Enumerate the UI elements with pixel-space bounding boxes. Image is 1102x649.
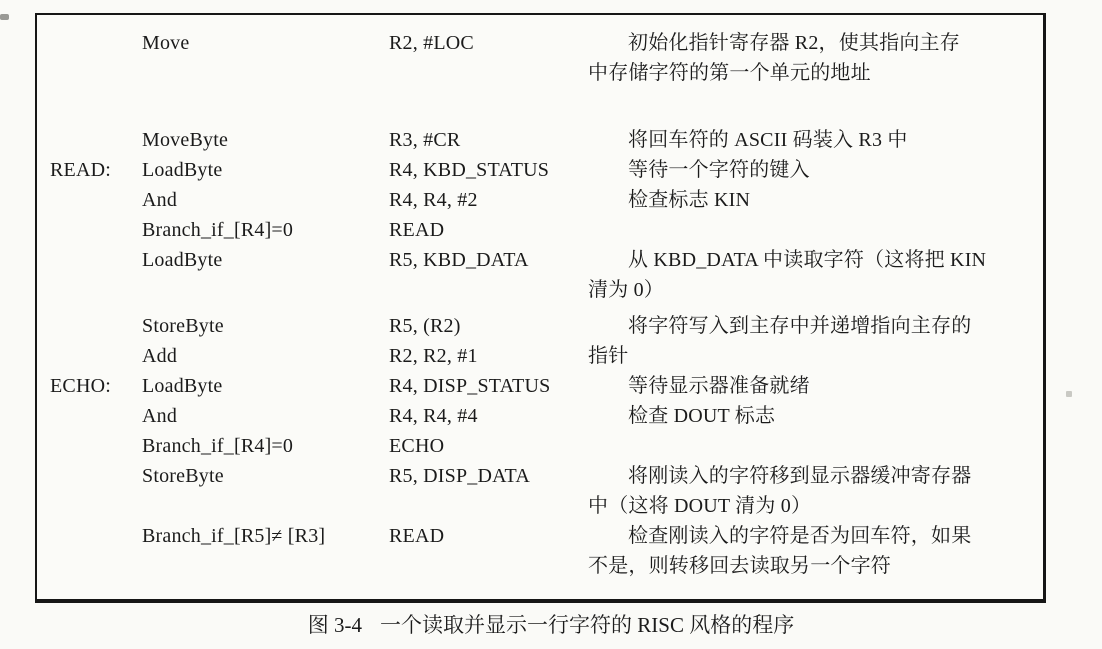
code-comment xyxy=(588,215,1043,245)
code-operand: R2, R2, #1 xyxy=(389,345,478,367)
code-mnemonic: Branch_if_[R5]≠ [R3] xyxy=(142,525,326,547)
code-mnemonic: Branch_if_[R4]=0 xyxy=(142,219,294,241)
figure-caption xyxy=(0,610,1102,640)
code-label: READ: xyxy=(50,159,111,181)
code-row xyxy=(37,215,1043,245)
program-listing-box xyxy=(35,13,1046,603)
code-label xyxy=(50,245,142,275)
code-comment: 中（这将 DOUT 清为 0） xyxy=(588,495,812,517)
code-comment: 等待一个字符的键入 xyxy=(628,159,810,181)
code-row xyxy=(37,275,1043,305)
code-row xyxy=(37,521,1043,551)
code-mnemonic xyxy=(142,491,389,521)
listing-spacer xyxy=(37,88,1043,125)
code-row xyxy=(37,341,1043,371)
code-mnemonic: And xyxy=(142,405,178,427)
code-operand: R2, #LOC xyxy=(389,32,474,54)
code-label xyxy=(50,431,142,461)
code-mnemonic xyxy=(142,58,389,88)
code-mnemonic: StoreByte xyxy=(142,315,224,337)
code-label xyxy=(50,461,142,491)
code-mnemonic: And xyxy=(142,189,178,211)
code-operand xyxy=(389,275,588,305)
code-mnemonic: StoreByte xyxy=(142,465,224,487)
code-row xyxy=(37,551,1043,581)
code-comment: 清为 0） xyxy=(588,279,664,301)
code-row xyxy=(37,58,1043,88)
code-operand: READ xyxy=(389,219,445,241)
code-operand xyxy=(389,491,588,521)
code-comment: 指针 xyxy=(588,345,629,367)
code-operand: R4, R4, #4 xyxy=(389,405,478,427)
code-mnemonic: LoadByte xyxy=(142,159,223,181)
code-mnemonic: LoadByte xyxy=(142,249,223,271)
code-row xyxy=(37,491,1043,521)
code-label: ECHO: xyxy=(50,375,111,397)
code-comment: 将回车符的 ASCII 码装入 R3 中 xyxy=(628,129,908,151)
code-row xyxy=(37,125,1043,155)
scan-artifact-right xyxy=(1066,391,1072,397)
code-row xyxy=(37,311,1043,341)
figure-title: 一个读取并显示一行字符的 RISC 风格的程序 xyxy=(380,613,795,637)
code-comment: 检查 DOUT 标志 xyxy=(628,405,776,427)
code-mnemonic: LoadByte xyxy=(142,375,223,397)
code-label xyxy=(50,185,142,215)
code-row xyxy=(37,185,1043,215)
code-comment: 检查刚读入的字符是否为回车符，如果 xyxy=(628,525,972,547)
code-mnemonic: Move xyxy=(142,32,190,54)
code-comment: 将字符写入到主存中并递增指向主存的 xyxy=(628,315,972,337)
code-row xyxy=(37,245,1043,275)
code-comment: 检查标志 KIN xyxy=(628,189,751,211)
code-label xyxy=(50,491,142,521)
code-operand: R5, DISP_DATA xyxy=(389,465,531,487)
code-operand: R3, #CR xyxy=(389,129,461,151)
code-mnemonic: Branch_if_[R4]=0 xyxy=(142,435,294,457)
figure-number: 图 3-4 xyxy=(307,613,363,637)
scan-artifact-left xyxy=(0,14,9,20)
code-label xyxy=(50,311,142,341)
code-row xyxy=(37,401,1043,431)
code-label xyxy=(50,521,142,551)
code-label xyxy=(50,275,142,305)
code-operand: ECHO xyxy=(389,435,445,457)
code-label xyxy=(50,341,142,371)
code-row xyxy=(37,155,1043,185)
code-label xyxy=(50,28,142,58)
code-operand: R4, R4, #2 xyxy=(389,189,478,211)
code-operand xyxy=(389,551,588,581)
code-operand: READ xyxy=(389,525,445,547)
code-label xyxy=(50,58,142,88)
code-row xyxy=(37,461,1043,491)
code-mnemonic xyxy=(142,275,389,305)
code-comment: 不是，则转移回去读取另一个字符 xyxy=(588,555,891,577)
code-label xyxy=(50,125,142,155)
code-comment: 初始化指针寄存器 R2，使其指向主存 xyxy=(628,32,960,54)
code-mnemonic: Add xyxy=(142,345,178,367)
code-mnemonic xyxy=(142,551,389,581)
code-comment xyxy=(588,431,1043,461)
code-operand xyxy=(389,58,588,88)
code-operand: R4, DISP_STATUS xyxy=(389,375,551,397)
code-operand: R5, KBD_DATA xyxy=(389,249,529,271)
code-label xyxy=(50,401,142,431)
code-mnemonic: MoveByte xyxy=(142,129,229,151)
code-row xyxy=(37,431,1043,461)
code-operand: R4, KBD_STATUS xyxy=(389,159,550,181)
code-row xyxy=(37,371,1043,401)
code-operand: R5, (R2) xyxy=(389,315,461,337)
code-comment: 中存储字符的第一个单元的地址 xyxy=(588,62,871,84)
code-comment: 从 KBD_DATA 中读取字符（这将把 KIN xyxy=(628,249,987,271)
code-comment: 将刚读入的字符移到显示器缓冲寄存器 xyxy=(628,465,972,487)
code-label xyxy=(50,215,142,245)
code-row xyxy=(37,28,1043,58)
code-label xyxy=(50,551,142,581)
code-comment: 等待显示器准备就绪 xyxy=(628,375,810,397)
